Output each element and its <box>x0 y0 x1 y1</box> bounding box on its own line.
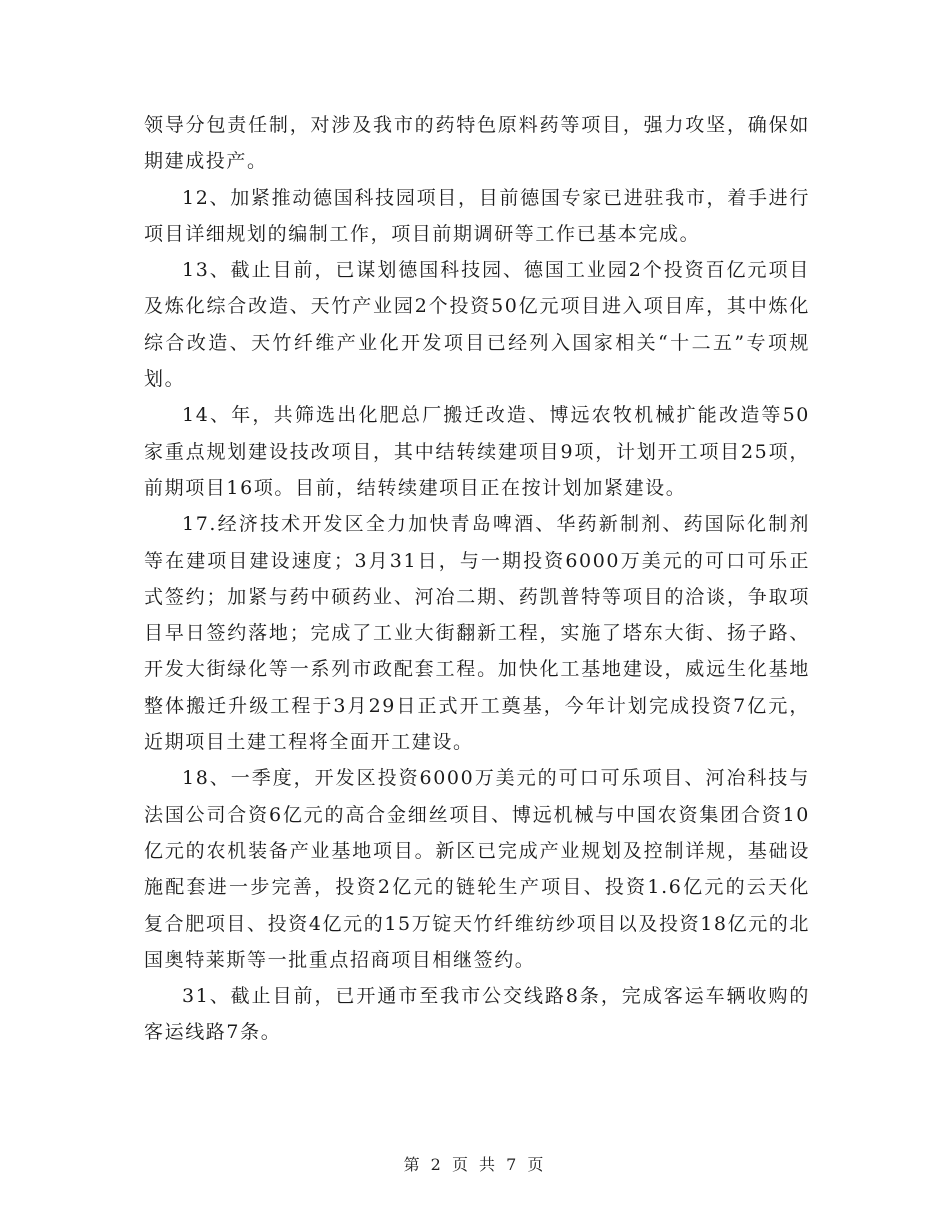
paragraph-item-17: 17.经济技术开发区全力加快青岛啤酒、华药新制剂、药国际化制剂等在建项目建设速度；3月31日，与一期投资6000万美元的可口可乐正式签约；加紧与药中硕药业、河冶二期、药凯普特等项目的洽谈，争取项目早日签约落地；完成了工业大街翻新工程，实施了塔东大街、扬子路、开发大街绿化等一系列市政配套工程。加快化工基地建设，威远生化基地整体搬迁升级工程于3月29日正式开工奠基，今年计划完成投资7亿元，近期项目土建工程将全面开工建设。 <box>144 513 810 754</box>
paragraph-continued: 领导分包责任制，对涉及我市的药特色原料药等项目，强力攻坚，确保如期建成投产。 <box>144 114 810 173</box>
paragraph-item-31: 31、截止目前，已开通市至我市公交线路8条，完成客运车辆收购的客运线路7条。 <box>144 985 810 1044</box>
paragraph-item-12: 12、加紧推动德国科技园项目，目前德国专家已进驻我市，着手进行项目详细规划的编制工作，项目前期调研等工作已基本完成。 <box>144 186 810 245</box>
paragraph-item-18: 18、一季度，开发区投资6000万美元的可口可乐项目、河冶科技与法国公司合资6亿元的高合金细丝项目、博远机械与中国农资集团合资10亿元的农机装备产业基地项目。新区已完成产业规划及控制详规，基础设施配套进一步完善，投资2亿元的链轮生产项目、投资1.6亿元的云天化复合肥项目、投资4亿元的15万锭天竹纤维纺纱项目以及投资18亿元的北国奥特莱斯等一批重点招商项目相继签约。 <box>144 767 810 971</box>
document-body <box>144 107 810 1051</box>
paragraph-item-14: 14、年，共筛选出化肥总厂搬迁改造、博远农牧机械扩能改造等50家重点规划建设技改项目，其中结转续建项目9项，计划开工项目25项，前期项目16项。目前，结转续建项目正在按计划加紧建设。 <box>144 404 810 499</box>
paragraph-item-13: 13、截止目前，已谋划德国科技园、德国工业园2个投资百亿元项目及炼化综合改造、天竹产业园2个投资50亿元项目进入项目库，其中炼化综合改造、天竹纤维产业化开发项目已经列入国家相关“十二五”专项规划。 <box>144 259 810 391</box>
page-number-footer: 第 2 页 共 7 页 <box>403 1155 547 1174</box>
